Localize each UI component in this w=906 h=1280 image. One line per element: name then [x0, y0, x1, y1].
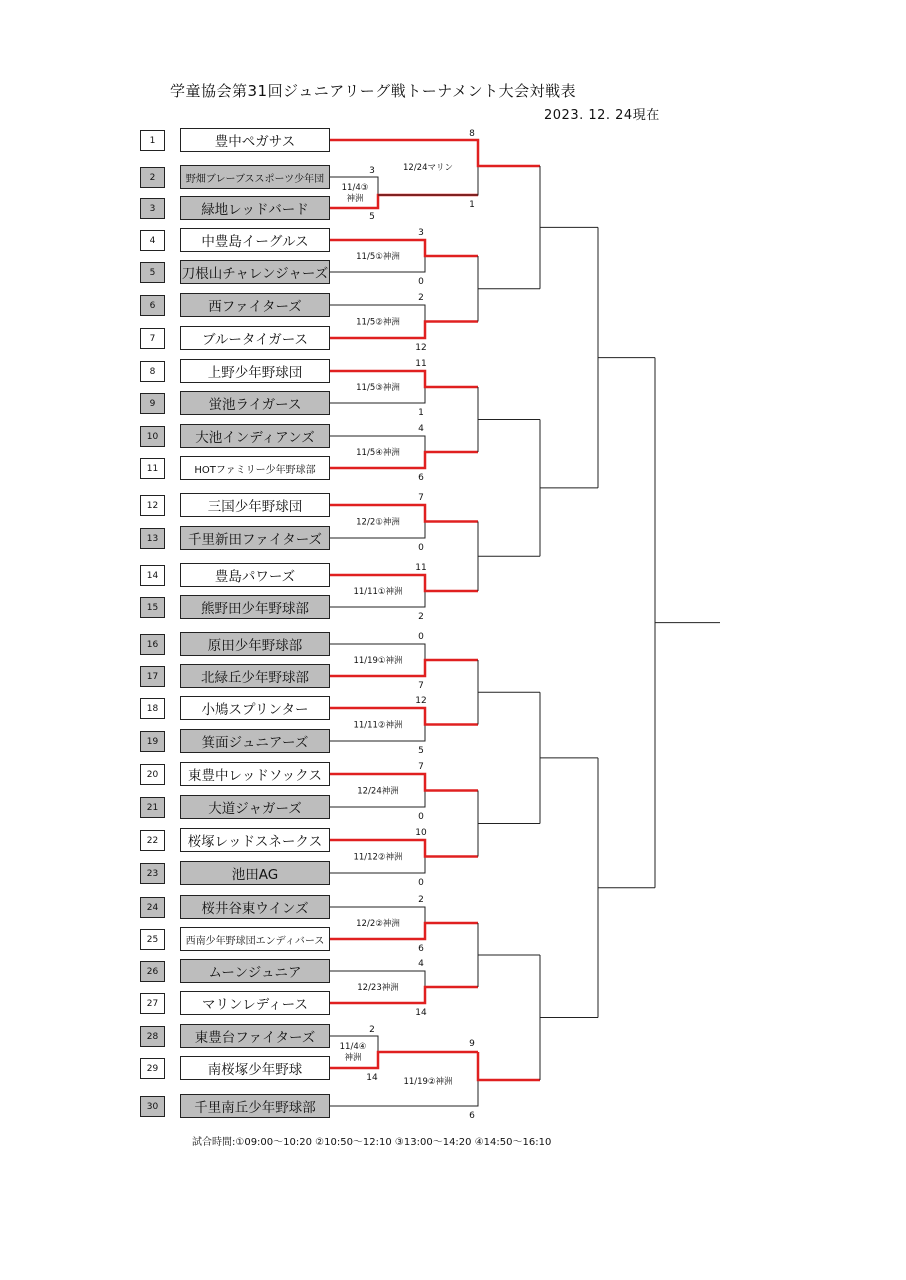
score-bottom: 14 — [366, 1073, 378, 1083]
seed-number: 2 — [140, 167, 165, 188]
score-top: 11 — [415, 359, 427, 369]
seed-number: 6 — [140, 295, 165, 316]
as-of-date: 2023. 12. 24現在 — [544, 108, 660, 123]
seed-number: 26 — [140, 961, 165, 982]
team-name: ブルータイガース — [180, 326, 330, 350]
team-name: 箕面ジュニアーズ — [180, 729, 330, 753]
team-name: HOTファミリー少年野球部 — [180, 456, 330, 480]
seed-number: 21 — [140, 797, 165, 818]
score-bottom: 0 — [418, 812, 424, 822]
seed-number: 12 — [140, 495, 165, 516]
score-bottom: 2 — [418, 612, 424, 622]
seed-number: 23 — [140, 863, 165, 884]
match-date: 12/2①神洲 — [356, 517, 400, 528]
team-name: 大池インディアンズ — [180, 424, 330, 448]
score-bottom: 14 — [415, 1008, 427, 1018]
team-name: 刀根山チャレンジャーズ — [180, 260, 330, 284]
seed-number: 4 — [140, 230, 165, 251]
seed-number: 5 — [140, 262, 165, 283]
team-name: 緑地レッドバード — [180, 196, 330, 220]
match-venue: 神洲 — [346, 194, 364, 204]
winner-path — [330, 371, 478, 387]
team-name: 大道ジャガーズ — [180, 795, 330, 819]
match-date: 11/11②神洲 — [353, 720, 403, 731]
team-name: 豊島パワーズ — [180, 563, 330, 587]
team-name: 豊中ペガサス — [180, 128, 330, 152]
seed-number: 19 — [140, 731, 165, 752]
team-name: 池田AG — [180, 861, 330, 885]
winner-path — [330, 322, 478, 339]
team-name: 西南少年野球団エンディバース — [180, 927, 330, 951]
team-name: 上野少年野球団 — [180, 359, 330, 383]
seed-number: 1 — [140, 130, 165, 151]
team-name: 中豊島イーグルス — [180, 228, 330, 252]
score-bottom: 0 — [418, 878, 424, 888]
score-top: 4 — [418, 424, 424, 434]
winner-path — [330, 575, 478, 591]
match-date: 11/5③神洲 — [356, 383, 400, 393]
winner-path — [330, 774, 478, 791]
winner-path — [330, 505, 478, 522]
bracket-line — [330, 1036, 378, 1068]
seed-number: 13 — [140, 528, 165, 549]
team-name: 桜塚レッドスネークス — [180, 828, 330, 852]
match-date: 12/23神洲 — [357, 983, 399, 993]
score-top: 3 — [418, 228, 424, 238]
score-bottom: 5 — [418, 746, 424, 756]
score-bottom: 5 — [369, 212, 375, 222]
team-name: 東豊台ファイターズ — [180, 1024, 330, 1048]
score-top: 0 — [418, 632, 424, 642]
score-top: 10 — [415, 828, 427, 838]
team-name: 西ファイターズ — [180, 293, 330, 317]
page-title: 学童協会第31回ジュニアリーグ戦トーナメント大会対戦表 — [170, 82, 577, 100]
team-name: 三国少年野球団 — [180, 493, 330, 517]
seed-number: 15 — [140, 597, 165, 618]
score-bottom: 6 — [418, 473, 424, 483]
match-date: 12/2②神洲 — [356, 919, 400, 929]
seed-number: 25 — [140, 929, 165, 950]
match-date: 11/19②神洲 — [403, 1077, 453, 1087]
team-name: 原田少年野球部 — [180, 632, 330, 656]
seed-number: 18 — [140, 698, 165, 719]
score-bottom: 1 — [418, 408, 424, 418]
seed-number: 29 — [140, 1058, 165, 1079]
winner-path — [330, 708, 478, 725]
score-top: 3 — [369, 166, 375, 176]
match-date: 11/11①神洲 — [353, 587, 403, 597]
seed-number: 20 — [140, 764, 165, 785]
game-times: 試合時間:①09:00～10:20 ②10:50～12:10 ③13:00～14:20 ④14:50～16:10 — [192, 1137, 552, 1148]
winner-path — [330, 452, 478, 468]
score-bottom: 0 — [418, 543, 424, 553]
score-bottom: 1 — [469, 200, 475, 210]
score-bottom: 6 — [469, 1111, 475, 1121]
match-date: 11/5④神洲 — [356, 448, 400, 458]
team-name: 蛍池ライガース — [180, 391, 330, 415]
winner-path — [330, 240, 478, 256]
team-name: 小鳩スプリンター — [180, 696, 330, 720]
seed-number: 3 — [140, 198, 165, 219]
match-date: 12/24神洲 — [357, 786, 399, 797]
team-name: 北緑丘少年野球部 — [180, 664, 330, 688]
match-date: 11/4④ — [339, 1042, 367, 1052]
score-bottom: 12 — [415, 343, 427, 353]
team-name: 千里新田ファイターズ — [180, 526, 330, 550]
seed-number: 9 — [140, 393, 165, 414]
seed-number: 27 — [140, 993, 165, 1014]
seed-number: 17 — [140, 666, 165, 687]
seed-number: 8 — [140, 361, 165, 382]
score-top: 2 — [418, 895, 424, 905]
seed-number: 28 — [140, 1026, 165, 1047]
team-name: 熊野田少年野球部 — [180, 595, 330, 619]
team-name: 桜井谷東ウインズ — [180, 895, 330, 919]
winner-path — [330, 923, 478, 939]
match-date: 11/12②神洲 — [353, 852, 403, 863]
winner-path — [478, 1052, 540, 1080]
match-venue: 神洲 — [344, 1053, 362, 1063]
winner-path — [330, 987, 478, 1003]
team-name: 東豊中レッドソックス — [180, 762, 330, 786]
seed-number: 22 — [140, 830, 165, 851]
team-name: 野畑ブレーブススポーツ少年団 — [180, 165, 330, 189]
seed-number: 14 — [140, 565, 165, 586]
score-top: 2 — [418, 293, 424, 303]
team-name: マリンレディース — [180, 991, 330, 1015]
team-name: 千里南丘少年野球部 — [180, 1094, 330, 1118]
winner-path — [330, 840, 478, 857]
winner-path — [330, 660, 478, 676]
score-top: 9 — [469, 1039, 475, 1049]
score-bottom: 6 — [418, 944, 424, 954]
match-date: 11/5①神洲 — [356, 252, 400, 262]
score-top: 8 — [469, 129, 475, 139]
score-top: 11 — [415, 563, 427, 573]
seed-number: 7 — [140, 328, 165, 349]
seed-number: 16 — [140, 634, 165, 655]
score-top: 12 — [415, 696, 427, 706]
seed-number: 10 — [140, 426, 165, 447]
match-date: 11/19①神洲 — [353, 656, 403, 666]
team-name: ムーンジュニア — [180, 959, 330, 983]
seed-number: 11 — [140, 458, 165, 479]
match-date: 12/24マリン — [403, 163, 453, 173]
seed-number: 24 — [140, 897, 165, 918]
match-date: 11/4③ — [341, 183, 369, 193]
team-name: 南桜塚少年野球 — [180, 1056, 330, 1080]
score-top: 7 — [418, 762, 424, 772]
score-top: 4 — [418, 959, 424, 969]
score-bottom: 0 — [418, 277, 424, 287]
match-date: 11/5②神洲 — [356, 317, 400, 328]
score-top: 7 — [418, 493, 424, 503]
seed-number: 30 — [140, 1096, 165, 1117]
score-bottom: 7 — [418, 681, 424, 691]
score-top: 2 — [369, 1025, 375, 1035]
